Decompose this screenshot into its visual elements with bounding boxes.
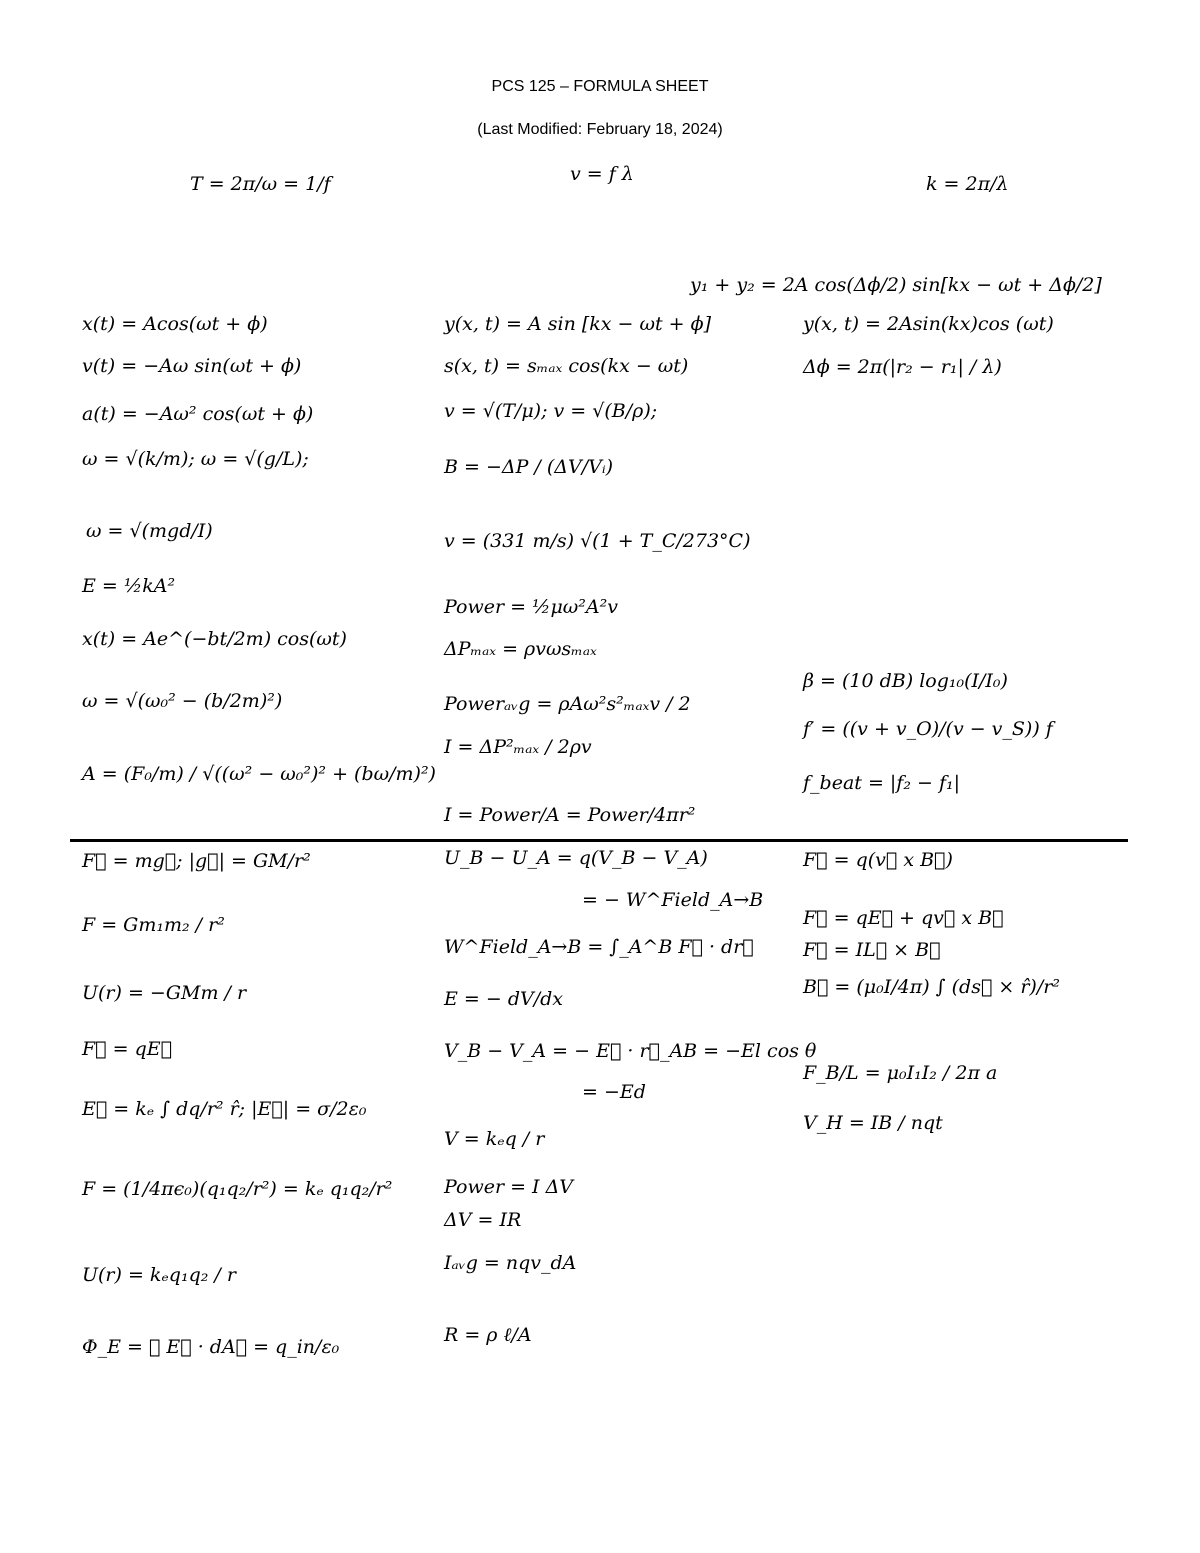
formula-intensity-pressure: I = ΔP²ₘₐₓ / 2ρv: [444, 736, 592, 758]
formula-lorentz-magnetic: F⃗ = q(v⃗ x B⃗): [803, 849, 953, 871]
sheet-title: PCS 125 – FORMULA SHEET: [491, 78, 709, 95]
formula-speed-of-sound: v = (331 m/s) √(1 + T_C/273°C): [444, 530, 751, 552]
formula-field-from-potential: E = − dV/dx: [444, 988, 563, 1010]
formula-potential-energy-change: U_B − U_A = q(V_B − V_A): [444, 847, 708, 869]
formula-uniform-field-potential: = −Ed: [582, 1081, 646, 1103]
formula-standing-wave: y(x, t) = 2Asin(kx)cos (ωt): [803, 313, 1054, 335]
formula-potential-difference: V_B − V_A = − E⃗ · r⃗_AB = −El cos θ: [444, 1040, 817, 1062]
formula-weight: F⃗ = mg⃗; |g⃗| = GM/r²: [82, 850, 311, 872]
formula-coulomb: F = (1/4πϵ₀)(q₁q₂/r²) = kₑ q₁q₂/r²: [82, 1178, 393, 1200]
formula-wire-force: F⃗ = IL⃗ × B⃗: [803, 939, 941, 961]
formula-work-integral: W^Field_A→B = ∫_A^B F⃗ · dr⃗: [444, 936, 754, 958]
formula-gravitation: F = Gm₁m₂ / r²: [82, 914, 225, 936]
formula-lorentz-total: F⃗ = qE⃗ + qv⃗ x B⃗: [803, 907, 1004, 929]
formula-gravitational-potential: U(r) = −GMm / r: [82, 982, 247, 1004]
wavenumber-formula: k = 2π/λ: [926, 173, 1009, 195]
formula-electric-field: E⃗ = kₑ ∫ dq/r² r̂; |E⃗| = σ/2ε₀: [82, 1098, 367, 1120]
formula-wave-function: y(x, t) = A sin [kx − ωt + ϕ]: [444, 313, 711, 335]
formula-gauss-law: Φ_E = ∮ E⃗ · dA⃗ = q_in/ε₀: [82, 1336, 340, 1358]
formula-angular-frequency: ω = √(k/m); ω = √(g/L);: [82, 448, 309, 470]
formula-point-charge-potential: V = kₑq / r: [444, 1128, 545, 1150]
formula-acceleration: a(t) = −Aω² cos(ωt + ϕ): [82, 403, 314, 425]
formula-drift-current: Iₐᵥg = nqv_dA: [444, 1252, 577, 1274]
formula-damped-motion: x(t) = Ae^(−bt/2m) cos(ωt): [82, 628, 347, 650]
section-divider: [70, 839, 1128, 842]
formula-driven-amplitude: A = (F₀/m) / √((ω² − ω₀²)² + (bω/m)²): [82, 763, 436, 785]
formula-position: x(t) = Acos(ωt + ϕ): [82, 313, 268, 335]
formula-bulk-modulus: B = −ΔP / (ΔV/Vᵢ): [444, 456, 614, 478]
formula-electric-force: F⃗ = qE⃗: [82, 1038, 173, 1060]
formula-biot-savart: B⃗ = (μ₀I/4π) ∫ (ds⃗ × r̂)/r²: [803, 976, 1060, 998]
formula-ohms-law: ΔV = IR: [444, 1209, 522, 1231]
formula-wave-power: Power = ½μω²A²v: [444, 596, 618, 618]
formula-parallel-wires: F_B/L = μ₀I₁I₂ / 2π a: [803, 1062, 998, 1084]
formula-electric-potential-energy: U(r) = kₑq₁q₂ / r: [82, 1264, 236, 1286]
formula-physical-pendulum: ω = √(mgd/I): [86, 520, 213, 542]
formula-phase-difference: Δϕ = 2π(|r₂ − r₁| / λ): [803, 356, 1002, 378]
formula-sound-level: β = (10 dB) log₁₀(I/I₀): [803, 670, 1008, 692]
formula-hall-voltage: V_H = IB / nqt: [803, 1112, 943, 1134]
formula-velocity: v(t) = −Aω sin(ωt + ϕ): [82, 355, 302, 377]
formula-average-power: Powerₐᵥg = ρAω²s²ₘₐₓv / 2: [444, 693, 691, 715]
formula-damped-frequency: ω = √(ω₀² − (b/2m)²): [82, 690, 283, 712]
formula-wave-speeds: v = √(T/μ); v = √(B/ρ);: [444, 400, 658, 422]
formula-beat-frequency: f_beat = |f₂ − f₁|: [803, 772, 961, 794]
formula-doppler: f′ = ((v + v_O)/(v − v_S)) f: [803, 718, 1053, 740]
formula-electric-power: Power = I ΔV: [444, 1176, 574, 1198]
formula-sound-displacement: s(x, t) = sₘₐₓ cos(kx − ωt): [444, 355, 689, 377]
formula-energy: E = ½kA²: [82, 575, 176, 597]
superposition-formula: y₁ + y₂ = 2A cos(Δϕ/2) sin[kx − ωt + Δϕ/2]: [690, 274, 1102, 296]
formula-max-pressure: ΔPₘₐₓ = ρvωsₘₐₓ: [444, 638, 597, 660]
last-modified: (Last Modified: February 18, 2024): [477, 121, 723, 138]
wave-speed-formula: v = f λ: [570, 163, 634, 185]
formula-resistance: R = ρ ℓ/A: [444, 1324, 532, 1346]
formula-field-work: = − W^Field_A→B: [582, 889, 764, 911]
period-formula: T = 2π/ω = 1/f: [190, 173, 331, 195]
formula-intensity-area: I = Power/A = Power/4πr²: [444, 804, 696, 826]
